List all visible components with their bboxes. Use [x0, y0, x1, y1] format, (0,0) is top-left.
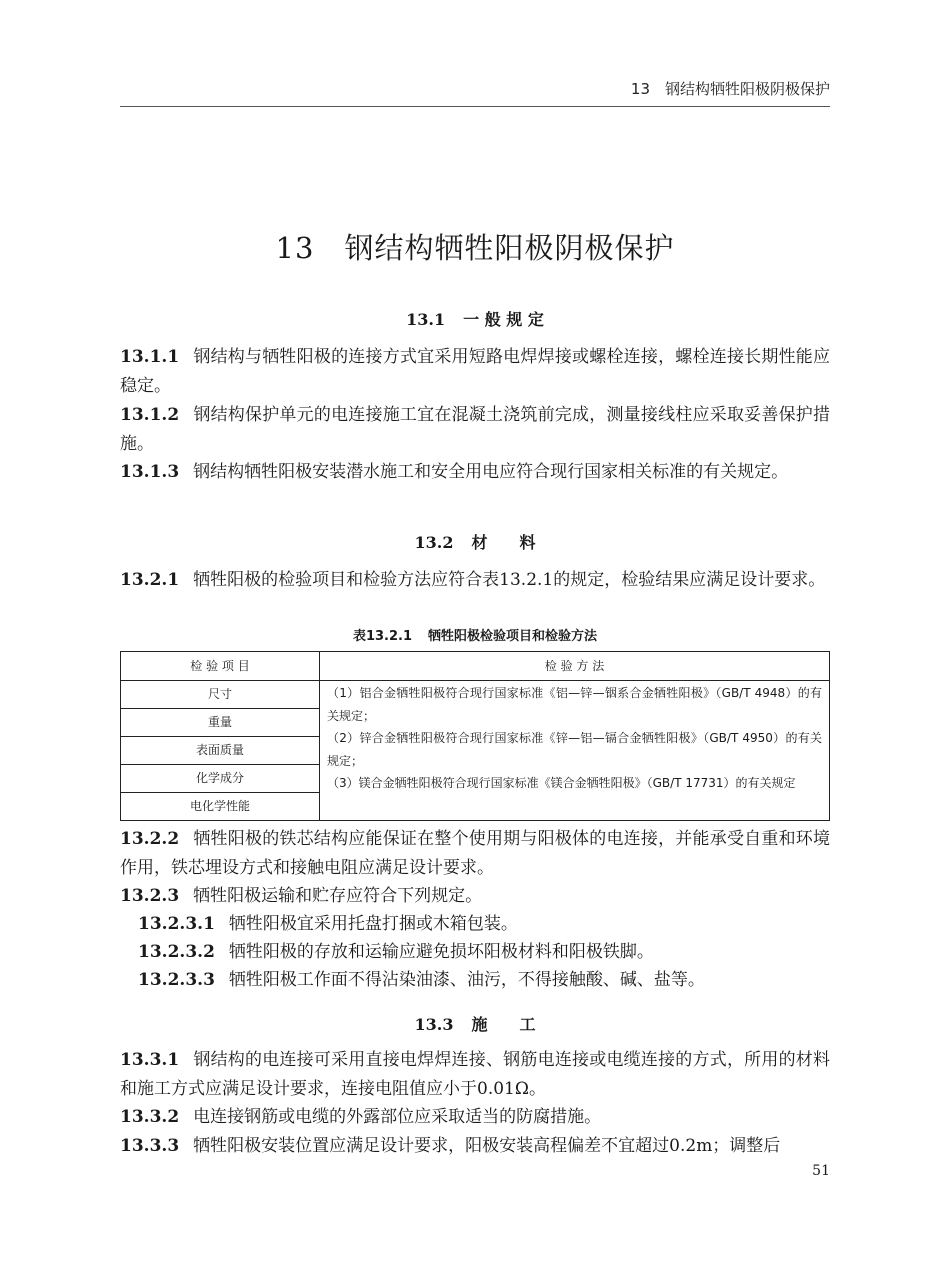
clause-number: 13.1.1	[120, 347, 180, 367]
clause-text: 牺牲阳极的检验项目和检验方法应符合表13.2.1的规定，检验结果应满足设计要求。	[193, 570, 826, 590]
clause-13-2-3-1	[138, 910, 830, 939]
clause-13-3-3	[120, 1132, 830, 1161]
chapter-title	[0, 226, 950, 267]
clause-text: 钢结构与牺牲阳极的连接方式宜采用短路电焊焊接或螺栓连接，螺栓连接长期性能应稳定。	[120, 347, 830, 396]
clause-13-3-1	[120, 1046, 830, 1104]
section-title-13-2	[0, 530, 950, 553]
section-title-text: 材 料	[471, 533, 536, 552]
clause-13-1-1	[120, 343, 830, 401]
clause-number: 13.2.1	[120, 570, 180, 590]
header-rule	[120, 106, 830, 107]
table-method-cell	[327, 682, 822, 795]
table-header-method: 检 验 方 法	[544, 659, 605, 673]
clause-13-2-2	[120, 825, 830, 883]
clause-text: 牺牲阳极宜采用托盘打捆或木箱包装。	[228, 914, 518, 934]
method-paragraph: （2）锌合金牺牲阳极符合现行国家标准《锌—铝—镉合金牺牲阳极》（GB/T 4950）的有关规定；	[327, 731, 822, 768]
table-cell-item: 化学成分	[195, 771, 244, 785]
clause-text: 牺牲阳极的存放和运输应避免损坏阳极材料和阳极铁脚。	[228, 942, 654, 962]
clause-number: 13.2.2	[120, 829, 180, 849]
clause-13-1-2	[120, 401, 830, 459]
clause-number: 13.2.3.1	[138, 914, 215, 934]
clause-text: 钢结构的电连接可采用直接电焊焊连接、钢筋电连接或电缆连接的方式，所用的材料和施工方式应满足设计要求，连接电阻值应小于0.01Ω。	[120, 1050, 830, 1099]
clause-text: 牺牲阳极运输和贮存应符合下列规定。	[193, 886, 483, 906]
table-header-item: 检 验 项 目	[190, 659, 250, 673]
section-title-text: 一 般 规 定	[463, 310, 544, 329]
table-cell-item: 表面质量	[195, 743, 244, 757]
section-number: 13.3	[414, 1015, 454, 1034]
clause-text: 电连接钢筋或电缆的外露部位应采取适当的防腐措施。	[193, 1107, 602, 1127]
running-header: 13 钢结构牺牲阳极阴极保护	[630, 80, 830, 98]
clause-13-2-3	[120, 882, 830, 911]
chapter-title-text: 钢结构牺牲阳极阴极保护	[344, 231, 675, 265]
clause-text: 钢结构牺牲阳极安装潜水施工和安全用电应符合现行国家相关标准的有关规定。	[193, 462, 789, 482]
section-title-text: 施 工	[471, 1015, 536, 1034]
table-cell-item: 重量	[207, 715, 232, 729]
clause-13-2-1	[120, 566, 830, 595]
inspection-table	[120, 651, 830, 821]
clause-text: 牺牲阳极工作面不得沾染油漆、油污，不得接触酸、碱、盐等。	[228, 970, 705, 990]
table-cell-item: 尺寸	[207, 687, 232, 701]
section-number: 13.1	[406, 310, 446, 329]
page-number: 51	[812, 1163, 830, 1179]
method-paragraph: （1）铝合金牺牲阳极符合现行国家标准《铝—锌—铟系合金牺牲阳极》（GB/T 4948）的有关规定；	[327, 686, 822, 723]
clause-text: 牺牲阳极的铁芯结构应能保证在整个使用期与阳极体的电连接，并能承受自重和环境作用，铁芯埋设方式和接触电阻应满足设计要求。	[120, 829, 830, 878]
clause-number: 13.1.2	[120, 405, 180, 425]
clause-text: 钢结构保护单元的电连接施工宜在混凝土浇筑前完成，测量接线柱应采取妥善保护措施。	[120, 405, 830, 454]
clause-number: 13.1.3	[120, 462, 180, 482]
method-paragraph: （3）镁合金牺牲阳极符合现行国家标准《镁合金牺牲阳极》（GB/T 17731）的有关规定	[327, 776, 796, 790]
clause-13-3-2	[120, 1103, 830, 1132]
clause-number: 13.2.3.3	[138, 970, 215, 990]
clause-number: 13.2.3.2	[138, 942, 215, 962]
clause-number: 13.3.2	[120, 1107, 180, 1127]
section-number: 13.2	[414, 533, 454, 552]
clause-number: 13.2.3	[120, 886, 180, 906]
clause-number: 13.3.3	[120, 1136, 180, 1156]
clause-number: 13.3.1	[120, 1050, 180, 1070]
section-title-13-1	[0, 307, 950, 330]
table-cell-item: 电化学性能	[189, 799, 250, 813]
clause-13-1-3	[120, 458, 830, 487]
table-caption-number: 表13.2.1	[352, 629, 413, 644]
section-title-13-3	[0, 1012, 950, 1035]
clause-13-2-3-2	[138, 938, 830, 967]
clause-text: 牺牲阳极安装位置应满足设计要求，阳极安装高程偏差不宜超过0.2m；调整后	[193, 1136, 781, 1156]
table-caption-title: 牺牲阳极检验项目和检验方法	[428, 629, 598, 644]
chapter-number: 13	[275, 231, 315, 265]
clause-13-2-3-3	[138, 966, 830, 995]
table-caption	[0, 625, 950, 644]
